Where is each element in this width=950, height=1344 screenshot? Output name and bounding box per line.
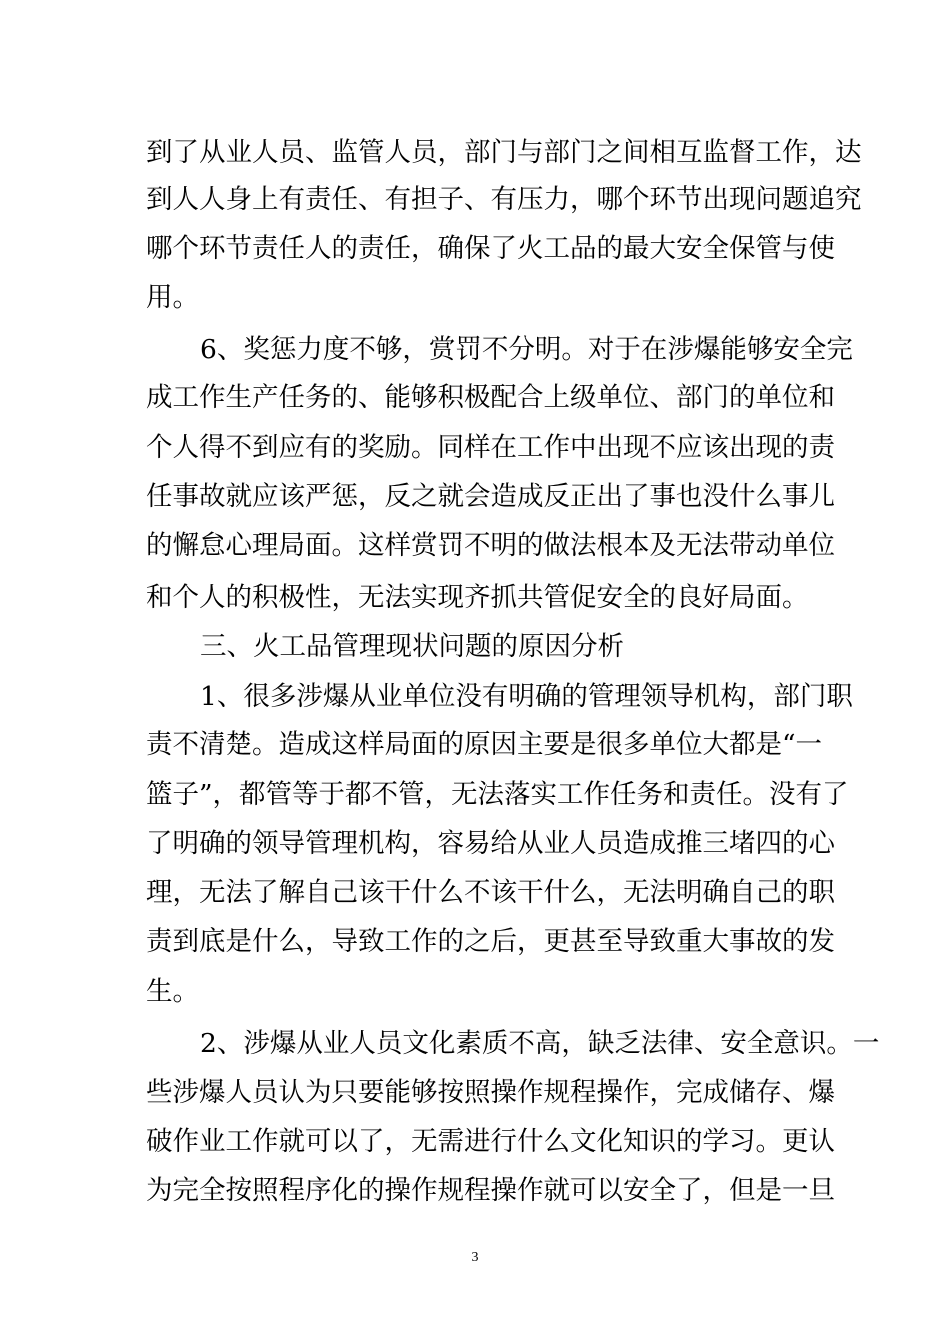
text-line: 理，无法了解自己该干什么不该干什么，无法明确自己的职 <box>146 877 835 908</box>
paragraph-first-line: 1、很多涉爆从业单位没有明确的管理领导机构，部门职 <box>200 681 853 712</box>
text-line: 和个人的积极性，无法实现齐抓共管促安全的良好局面。 <box>146 582 809 613</box>
text-line: 到了从业人员、监管人员，部门与部门之间相互监督工作，达 <box>146 137 862 168</box>
page-number: 3 <box>471 1250 479 1265</box>
text-line: 些涉爆人员认为只要能够按照操作规程操作，完成储存、爆 <box>146 1077 835 1108</box>
text-line: 成工作生产任务的、能够积极配合上级单位、部门的单位和 <box>146 382 835 413</box>
text-line: 责到底是什么，导致工作的之后，更甚至导致重大事故的发 <box>146 926 835 957</box>
text-line: 用。 <box>146 282 199 313</box>
text-line: 到人人身上有责任、有担子、有压力，哪个环节出现问题追究 <box>146 184 862 215</box>
paragraph-first-line: 6、奖惩力度不够，赏罚不分明。对于在涉爆能够安全完 <box>200 334 853 365</box>
section-heading: 三、火工品管理现状问题的原因分析 <box>200 631 624 662</box>
text-line: 责不清楚。造成这样局面的原因主要是很多单位大都是“一 <box>146 729 823 760</box>
text-line: 任事故就应该严惩，反之就会造成反正出了事也没什么事儿 <box>146 481 835 512</box>
paragraph-first-line: 2、涉爆从业人员文化素质不高，缺乏法律、安全意识。一 <box>200 1028 880 1059</box>
text-line: 了明确的领导管理机构，容易给从业人员造成推三堵四的心 <box>146 828 835 859</box>
text-line: 个人得不到应有的奖励。同样在工作中出现不应该出现的责 <box>146 432 835 463</box>
text-line: 生。 <box>146 976 199 1007</box>
text-line: 的懈怠心理局面。这样赏罚不明的做法根本及无法带动单位 <box>146 530 835 561</box>
text-line: 篮子”，都管等于都不管，无法落实工作任务和责任。没有了 <box>146 779 849 810</box>
text-line: 为完全按照程序化的操作规程操作就可以安全了，但是一旦 <box>146 1175 835 1206</box>
text-line: 哪个环节责任人的责任，确保了火工品的最大安全保管与使 <box>146 233 835 264</box>
text-line: 破作业工作就可以了，无需进行什么文化知识的学习。更认 <box>146 1126 835 1157</box>
